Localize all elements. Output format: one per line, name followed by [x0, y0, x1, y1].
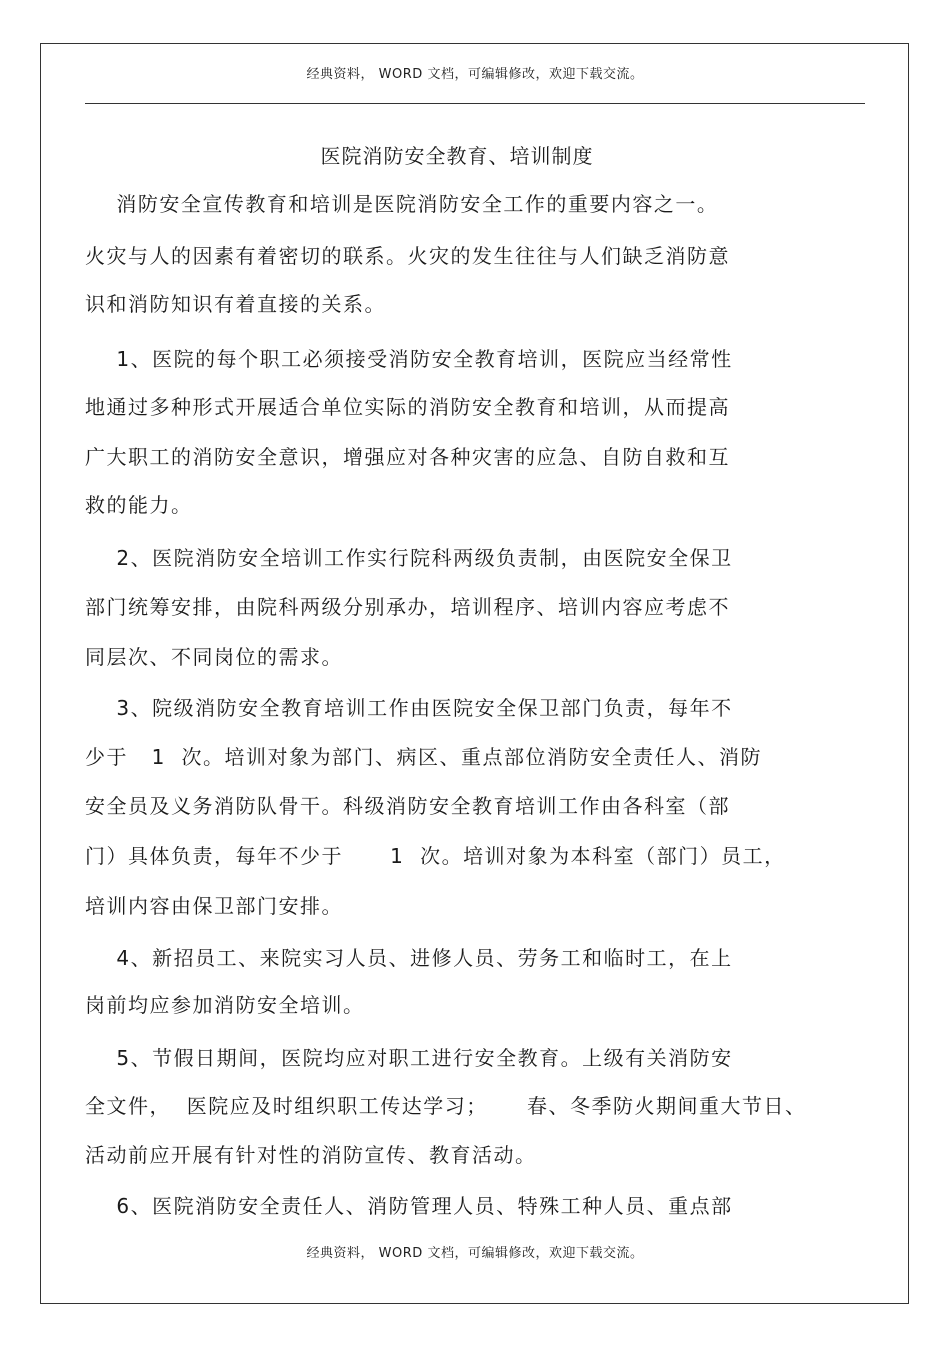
body-line: 3、院级消防安全教育培训工作由医院安全保卫部门负责，每年不 — [85, 696, 733, 720]
body-line: 1、医院的每个职工必须接受消防安全教育培训，医院应当经常性 — [85, 347, 733, 371]
body-line: 部门统筹安排，由院科两级分别承办，培训程序、培训内容应考虑不 — [85, 595, 730, 619]
body-line: 识和消防知识有着直接的关系。 — [85, 292, 386, 316]
header-divider — [85, 103, 865, 104]
body-line: 门）具体负责，每年不少于 1 次。培训对象为本科室（部门）员工， — [85, 844, 786, 868]
footer-note: 经典资料， WORD 文档，可编辑修改，欢迎下载交流。 — [306, 1246, 644, 1261]
body-line: 岗前均应参加消防安全培训。 — [85, 993, 365, 1017]
body-line: 广大职工的消防安全意识，增强应对各种灾害的应急、自防自救和互 — [85, 445, 730, 469]
body-line: 活动前应开展有针对性的消防宣传、教育活动。 — [85, 1143, 537, 1167]
body-line: 安全员及义务消防队骨干。科级消防安全教育培训工作由各科室（部 — [85, 794, 730, 818]
body-line: 火灾与人的因素有着密切的联系。火灾的发生往往与人们缺乏消防意 — [85, 244, 730, 268]
body-line: 少于 1 次。培训对象为部门、病区、重点部位消防安全责任人、消防 — [85, 745, 763, 769]
body-line: 6、医院消防安全责任人、消防管理人员、特殊工种人员、重点部 — [85, 1194, 733, 1218]
document-title: 医院消防安全教育、培训制度 — [320, 144, 594, 168]
body-line: 4、新招员工、来院实习人员、进修人员、劳务工和临时工，在上 — [85, 946, 733, 970]
body-line: 救的能力。 — [85, 493, 193, 517]
body-line: 消防安全宣传教育和培训是医院消防安全工作的重要内容之一。 — [85, 192, 719, 216]
body-line: 5、节假日期间，医院均应对职工进行安全教育。上级有关消防安 — [85, 1046, 733, 1070]
body-line: 同层次、不同岗位的需求。 — [85, 645, 343, 669]
body-line: 培训内容由保卫部门安排。 — [85, 894, 343, 918]
body-line: 全文件， 医院应及时组织职工传达学习； 春、冬季防火期间重大节日、 — [85, 1094, 807, 1118]
body-line: 2、医院消防安全培训工作实行院科两级负责制，由医院安全保卫 — [85, 546, 733, 570]
header-note: 经典资料， WORD 文档，可编辑修改，欢迎下载交流。 — [306, 67, 644, 82]
body-line: 地通过多种形式开展适合单位实际的消防安全教育和培训，从而提高 — [85, 395, 730, 419]
